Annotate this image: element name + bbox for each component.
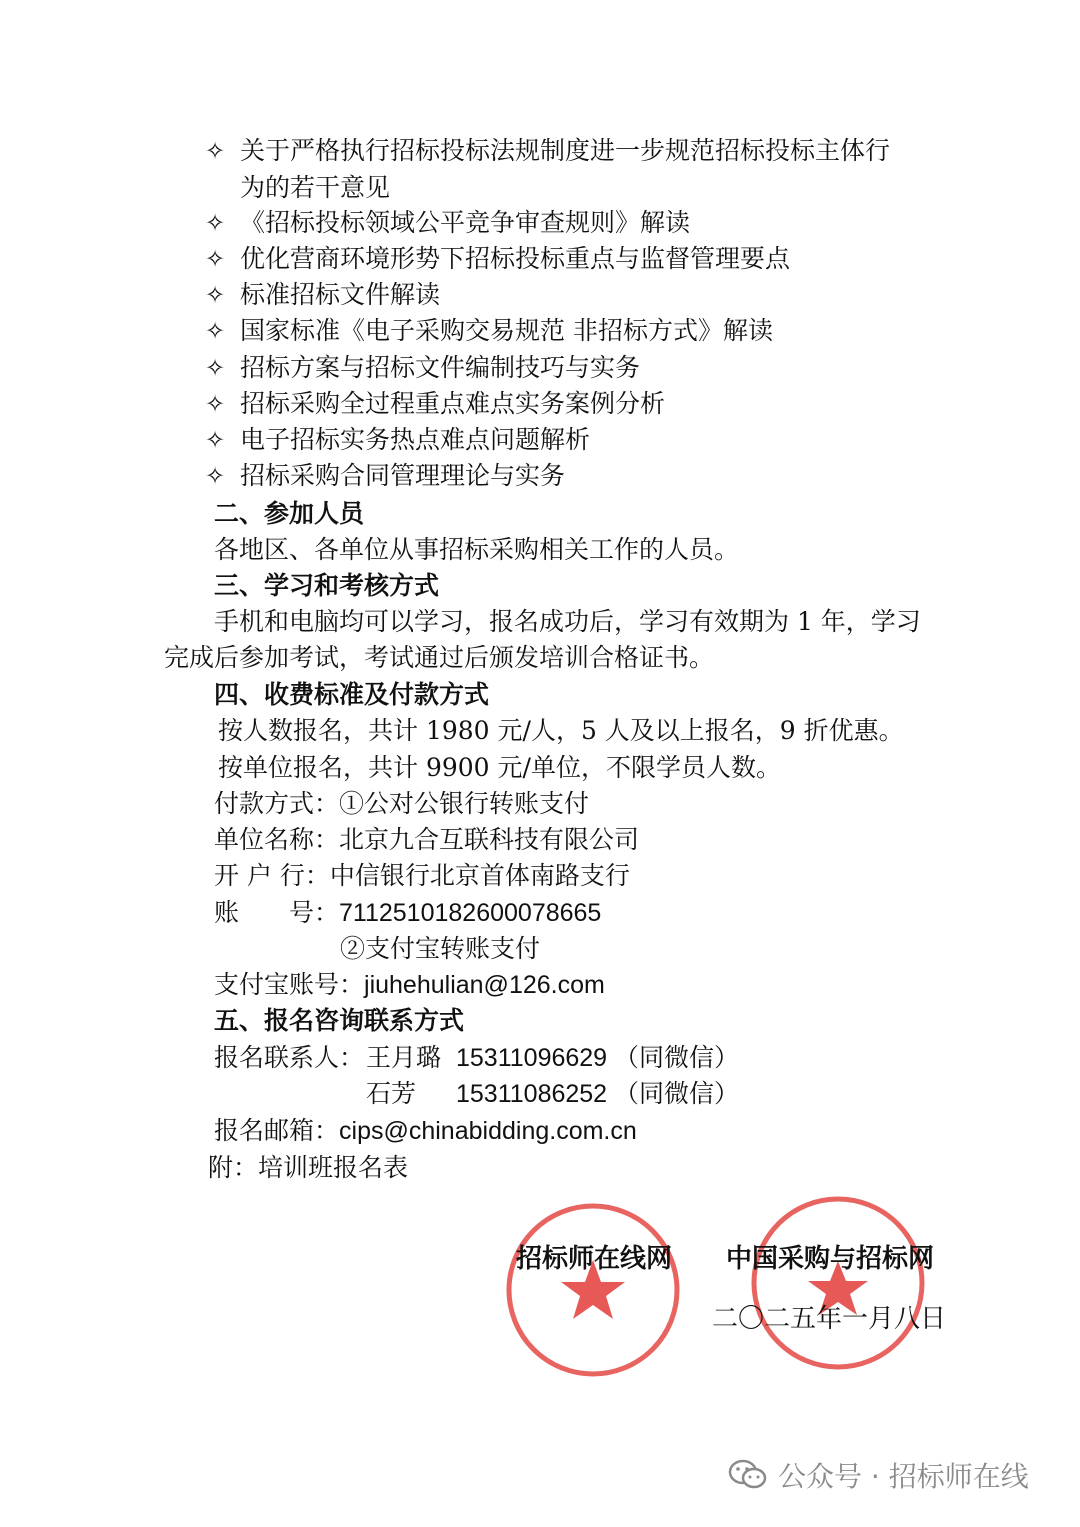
bullet-item: 关于严格执行招标投标法规制度进一步规范招标投标主体行 xyxy=(240,136,891,165)
bullet-item: 国家标准《电子采购交易规范 非招标方式》解读 xyxy=(240,316,773,345)
diamond-icon: ✧ xyxy=(204,317,226,345)
section-heading: 四、收费标准及付款方式 xyxy=(214,680,490,709)
alipay-account: jiuhehulian@126.com xyxy=(364,971,605,999)
bullet-item: 招标方案与招标文件编制技巧与实务 xyxy=(240,353,641,382)
diamond-icon: ✧ xyxy=(204,245,226,273)
section-text: 手机和电脑均可以学习，报名成功后，学习有效期为 1 年，学习 xyxy=(214,607,921,636)
diamond-icon: ✧ xyxy=(204,462,226,490)
section-heading: 二、参加人员 xyxy=(214,499,365,528)
alipay-row xyxy=(214,967,605,1003)
field-label: 单位名称： xyxy=(214,825,340,854)
email-address: cips@chinabidding.com.cn xyxy=(339,1117,637,1145)
diamond-icon: ✧ xyxy=(204,426,226,454)
signature-org2: 中国采购与招标网 xyxy=(726,1244,935,1274)
signature-date: 二〇二五年一月八日 xyxy=(712,1304,947,1334)
footer-watermark xyxy=(728,1455,1029,1495)
field-label: 付款方式： xyxy=(214,789,340,818)
diamond-icon: ✧ xyxy=(204,209,226,237)
contact-note: （同微信） xyxy=(614,1079,740,1108)
contact-phone: 15311086252 xyxy=(456,1080,608,1108)
field-label: 开 户 行： xyxy=(214,861,330,890)
bullet-item-continued: 为的若干意见 xyxy=(240,173,391,202)
field-value: 中信银行北京首体南路支行 xyxy=(329,861,630,890)
contact-name: 王月璐 xyxy=(366,1043,442,1072)
contact-name: 石芳 xyxy=(366,1079,417,1108)
field-value: ①公对公银行转账支付 xyxy=(339,789,590,818)
unit-name-row xyxy=(214,822,639,858)
contact-phone: 15311096629 xyxy=(456,1044,608,1072)
seal-left xyxy=(503,1200,683,1380)
fee-line: 按人数报名，共计 1980 元/人，5 人及以上报名，9 折优惠。 xyxy=(218,716,904,745)
footer-text: 公众号 · 招标师在线 xyxy=(778,1460,1029,1493)
account-row xyxy=(214,895,601,931)
attachment-note: 附：培训班报名表 xyxy=(208,1153,409,1182)
field-label: 账 号： xyxy=(214,898,340,927)
bullet-item: 标准招标文件解读 xyxy=(240,280,441,309)
fee-line: 按单位报名，共计 9900 元/单位，不限学员人数。 xyxy=(218,753,781,782)
diamond-icon: ✧ xyxy=(204,281,226,309)
signature-org1: 招标师在线网 xyxy=(516,1244,673,1274)
payment-method-2: ②支付宝转账支付 xyxy=(340,934,541,963)
section-heading: 五、报名咨询联系方式 xyxy=(214,1006,465,1035)
contact-note: （同微信） xyxy=(614,1043,740,1072)
field-label: 支付宝账号： xyxy=(214,970,365,999)
bank-row xyxy=(214,858,630,894)
diamond-icon: ✧ xyxy=(204,354,226,382)
payment-method-row xyxy=(214,786,589,822)
contact-label: 报名联系人： xyxy=(214,1043,365,1072)
diamond-icon: ✧ xyxy=(204,390,226,418)
field-value: 北京九合互联科技有限公司 xyxy=(339,825,640,854)
bullet-item: 电子招标实务热点难点问题解析 xyxy=(240,425,591,454)
wechat-icon xyxy=(728,1458,768,1492)
section-heading: 三、学习和考核方式 xyxy=(214,571,440,600)
bullet-item: 《招标投标领域公平竞争审查规则》解读 xyxy=(240,208,691,237)
account-number: 7112510182600078665 xyxy=(339,899,602,927)
section-text: 完成后参加考试，考试通过后颁发培训合格证书。 xyxy=(164,643,715,672)
bullet-item: 招标采购全过程重点难点实务案例分析 xyxy=(240,389,666,418)
diamond-icon: ✧ xyxy=(204,137,226,165)
section-text: 各地区、各单位从事招标采购相关工作的人员。 xyxy=(214,535,740,564)
email-row xyxy=(214,1113,637,1149)
bullet-item: 招标采购合同管理理论与实务 xyxy=(240,461,566,490)
bullet-item: 优化营商环境形势下招标投标重点与监督管理要点 xyxy=(240,244,791,273)
seal-right xyxy=(748,1193,928,1373)
field-label: 报名邮箱： xyxy=(214,1116,340,1145)
